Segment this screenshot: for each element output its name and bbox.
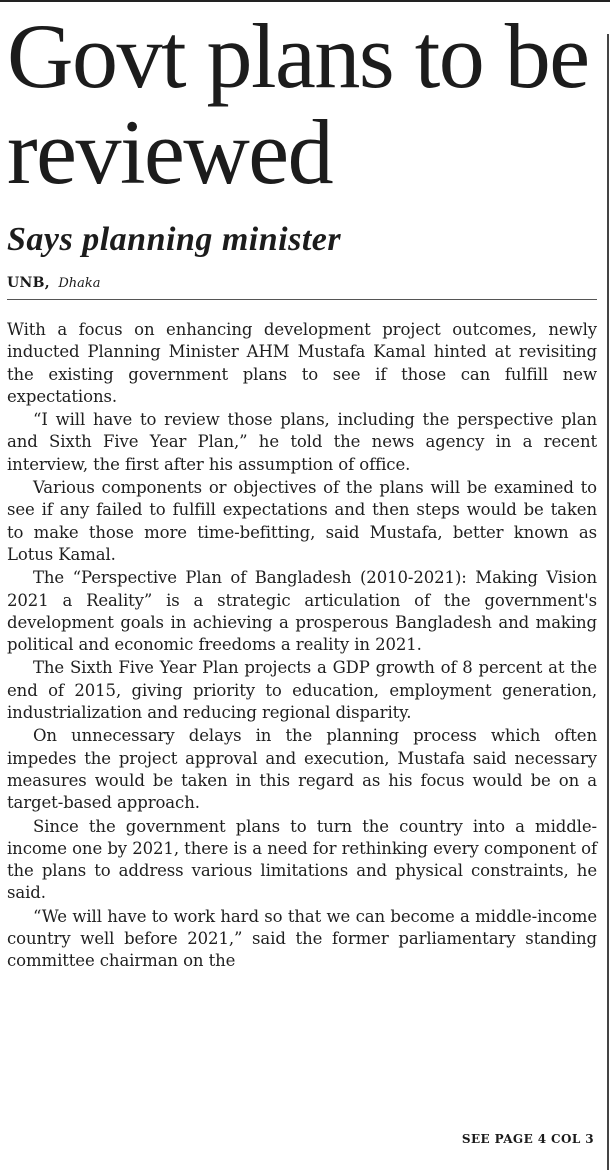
byline	[7, 274, 597, 300]
column-divider	[607, 34, 609, 1170]
paragraph: With a focus on enhancing development project outcomes, newly inducted Planning Minister AHM Mustafa Kamal hinted at revisiting the existing government plans to see if those can fulfill new expectations.	[7, 320, 597, 406]
byline-place: Dhaka	[58, 276, 101, 291]
paragraph: The “Perspective Plan of Bangladesh (2010-2021): Making Vision 2021 a Reality” is a strategic articulation of the government's development goals in achieving a prosperous Bangladesh and making political and economic freedoms a reality in 2021.	[7, 568, 597, 655]
paragraph: On unnecessary delays in the planning process which often impedes the project approval and execution, Mustafa said necessary measures would be taken in this regard as his focus would be on a target-based approach.	[7, 726, 597, 813]
top-rule	[0, 0, 610, 2]
byline-agency: UNB,	[7, 275, 50, 291]
article-body	[7, 319, 597, 973]
headline: Govt plans to be reviewed	[7, 5, 589, 203]
paragraph: “We will have to work hard so that we can become a middle-income country well before 2021,” said the former parliamentary standing committee chairman on the	[7, 906, 597, 971]
subheadline: Says planning minister	[7, 221, 342, 258]
paragraph: “I will have to review those plans, including the perspective plan and Sixth Five Year Plan,” he told the news agency in a recent interview, the first after his assumption of office.	[7, 410, 597, 474]
paragraph: The Sixth Five Year Plan projects a GDP growth of 8 percent at the end of 2015, giving priority to education, employment generation, industrialization and reducing regional disparity.	[7, 658, 597, 723]
news-article	[7, 5, 597, 973]
paragraph: Various components or objectives of the plans will be examined to see if any failed to fulfill expectations and then steps would be taken to make those more time-befitting, said Mustafa, better known as Lotus Kamal.	[7, 478, 597, 564]
paragraph: Since the government plans to turn the country into a middle-income one by 2021, there is a need for rethinking every component of the plans to address various limitations and physical constraints, he said.	[7, 816, 597, 903]
continuation-line: SEE PAGE 4 COL 3	[461, 1132, 594, 1146]
